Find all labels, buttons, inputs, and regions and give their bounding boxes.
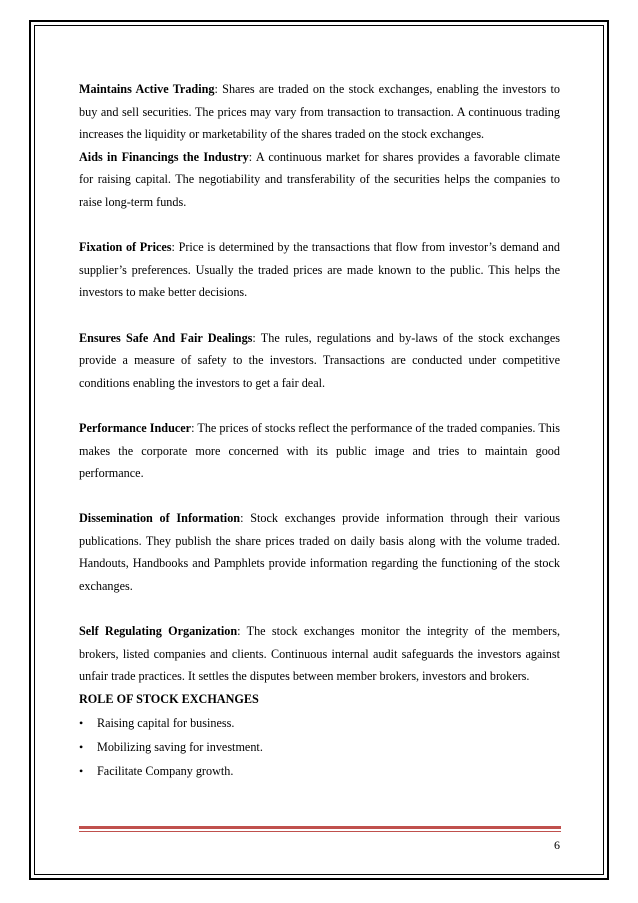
section-separator: : (171, 240, 179, 255)
section-separator: : (252, 330, 261, 345)
section-text: Shares are traded on the stock exchanges, enabling the investors to buy and sell securities. The prices may vary from transaction to transaction. A continuous trading increases the liquidity or marketability of the shares traded on the stock exchanges. (79, 82, 560, 142)
section-aids-in-financings (79, 146, 560, 214)
section-text: A continuous market for shares provides a favorable climate for raising capital. The negotiability and transferability of the securities helps the companies to raise long-term funds. (79, 149, 560, 209)
section-separator: : (240, 511, 251, 526)
section-text: The prices of stocks reflect the performance of the traded companies. This makes the corporate more concerned with its public image and tries to maintain good performance. (79, 420, 560, 481)
section-separator: : (237, 624, 247, 639)
section-text: The rules, regulations and by-laws of the stock exchanges provide a measure of safety to the investors. Transactions are conducted under competitive conditions enabling the investors to get a fair deal. (79, 330, 560, 390)
section-maintains-active-trading (79, 78, 560, 146)
section-text: The stock exchanges monitor the integrity of the members, brokers, listed companies and clients. Continuous internal audit safeguards the investors against unfair trade practices. It settles the disputes between member brokers, investors and brokers. (79, 624, 560, 684)
section-label: Ensures Safe And Fair Dealings (79, 330, 253, 345)
bullet-icon: • (79, 715, 84, 730)
section-self-regulating-organization (79, 620, 560, 688)
list-item (79, 735, 560, 759)
section-label: Dissemination of Information (79, 511, 241, 526)
page-number: 6 (554, 838, 560, 852)
section-label: Fixation of Prices (79, 240, 172, 255)
section-performance-inducer (79, 417, 560, 485)
list-item-text: Mobilizing saving for investment. (97, 739, 263, 754)
section-dissemination-of-information (79, 507, 560, 597)
section-separator: : (191, 420, 198, 435)
role-bullet-list (79, 711, 560, 783)
section-label: Performance Inducer (79, 420, 192, 435)
list-item (79, 759, 560, 783)
list-item-text: Facilitate Company growth. (97, 763, 234, 778)
section-label: Aids in Financings the Industry (79, 149, 249, 164)
section-label: Self Regulating Organization (79, 624, 238, 639)
bullet-icon: • (79, 763, 84, 778)
section-text: Stock exchanges provide information through their various publications. They publish the share prices traded on daily basis along with the volume traded. Handouts, Handbooks and Pamphlets provide information regarding the functioning of the stock exchanges. (79, 511, 560, 594)
role-heading: ROLE OF STOCK EXCHANGES (79, 692, 259, 707)
footer-rule (79, 826, 561, 829)
document-body (79, 78, 560, 783)
section-separator: : (248, 149, 256, 164)
section-fixation-of-prices (79, 236, 560, 304)
section-separator: : (214, 82, 223, 96)
section-text: Price is determined by the transactions that flow from investor’s demand and supplier’s preferences. Usually the traded prices are made known to the public. This helps the investors to make better decisions. (79, 240, 561, 300)
section-label: Maintains Active Trading (79, 82, 215, 96)
bullet-icon: • (79, 739, 84, 754)
footer-rule-thin (79, 831, 561, 832)
list-item (79, 711, 560, 735)
list-item-text: Raising capital for business. (97, 715, 235, 730)
section-ensures-safe-dealings (79, 327, 560, 395)
